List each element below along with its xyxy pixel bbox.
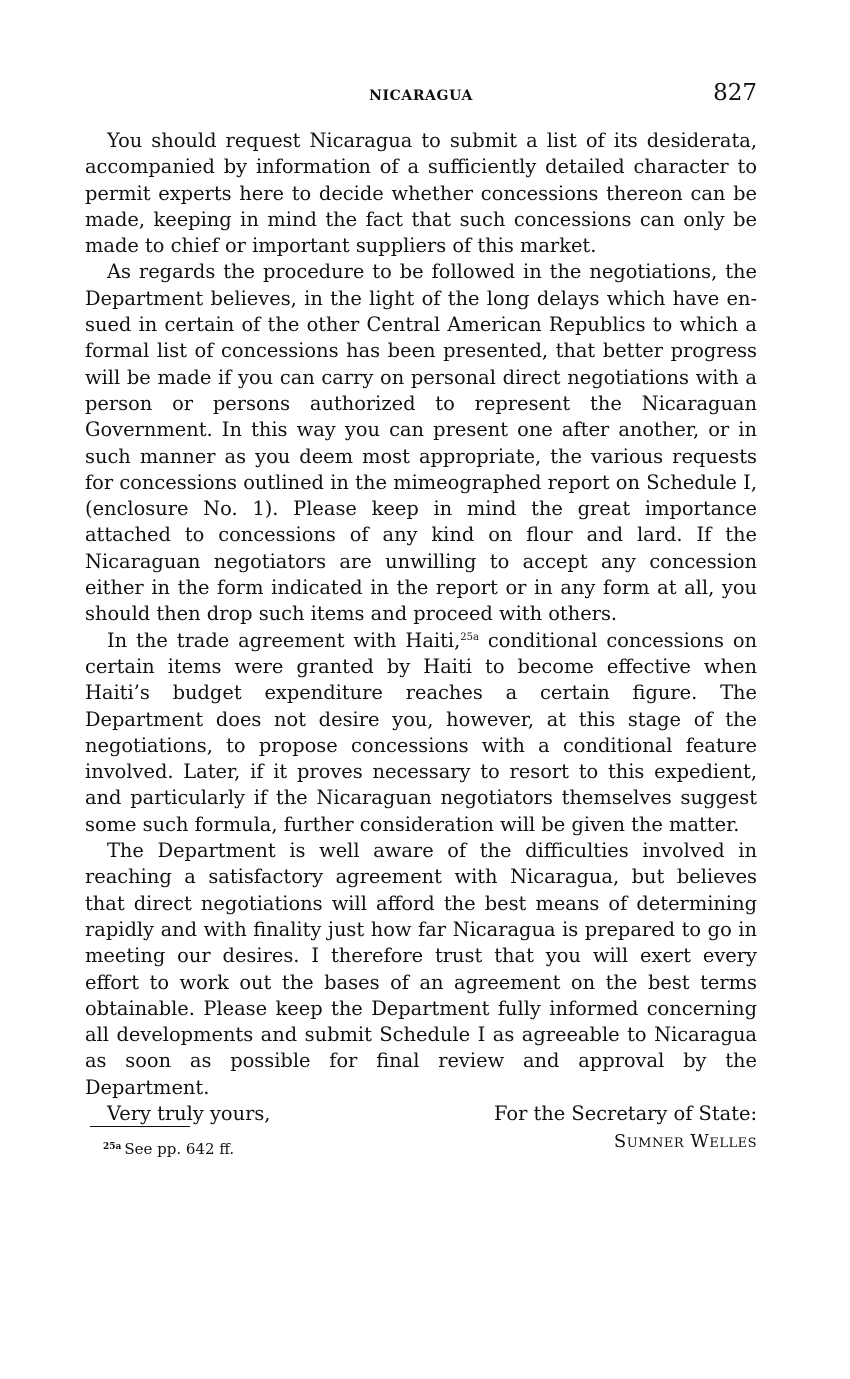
footnote-mark: 25a — [103, 1141, 122, 1152]
paragraph-3 — [85, 628, 757, 838]
paragraph-3-start: In the trade agreement with Haiti, — [107, 628, 461, 652]
footnote-reference[interactable]: 25a — [460, 631, 479, 643]
page-number: 827 — [713, 80, 757, 106]
salutation: Very truly yours, — [107, 1101, 271, 1125]
paragraph-4: The Department is well aware of the difficulties involved in reaching a satisfactory agreement with Nicaragua, but believes that direct negotiations will afford the best means of determining rapidly and with finality just how far Nicaragua is prepared to go in meeting our desires. I therefore trust that you will exert every effort to work out the bases of an agreement on the best terms obtainable. Please keep the Department fully informed concerning all developments and submit Schedule I as agreeable to Nicaragua as soon as possible for final review and approval by the Department. — [85, 839, 757, 1099]
for-secretary-line: For the Secretary of State: — [494, 1101, 757, 1125]
paragraph-1: You should request Nicaragua to submit a list of its desiderata, accompanied by information of a sufficiently detailed character to permit experts here to decide whether concessions thereon can be made, keeping in mind the fact that such concessions can only be made to chief or important suppliers of this market. — [85, 129, 757, 258]
footnote — [103, 1140, 234, 1158]
footnote-divider — [90, 1126, 190, 1127]
running-title: NICARAGUA — [369, 88, 473, 104]
letter-body — [85, 128, 757, 1153]
footnote-text: See pp. 642 ff. — [124, 1140, 235, 1158]
signature: Sumner Welles — [613, 1130, 757, 1152]
paragraph-2: As regards the procedure to be followed in the negotiations, the Department believes, in the light of the long delays which have ensued in certain of the other Central American Republics to which a formal list of concessions has been presented, that better progress will be made if you can carry on personal direct negotiations with a person or persons authorized to represent the Nicaraguan Government. In this way you can present one after another, or in such manner as you deem most appropriate, the various requests for concessions outlined in the mimeographed report on Schedule I, (enclosure No. 1). Please keep in mind the great importance attached to concessions of any kind on flour and lard. If the Nicaraguan negotiators are unwilling to accept any concession either in the form indicated in the report or in any form at all, you should then drop such items and proceed with others. — [85, 260, 757, 626]
page-header — [85, 80, 757, 114]
paragraph-3-rest: conditional concessions on certain items were granted by Haiti to become effective when Haiti’s budget expenditure reaches a certain figure. The Department does not desire you, however, at this stage of the negotiations, to propose concessions with a conditional feature involved. Later, if it proves necessary to resort to this expedient, and particularly if the Nicaraguan negotiators themselves suggest some such formula, further consideration will be given the matter. — [85, 628, 757, 836]
